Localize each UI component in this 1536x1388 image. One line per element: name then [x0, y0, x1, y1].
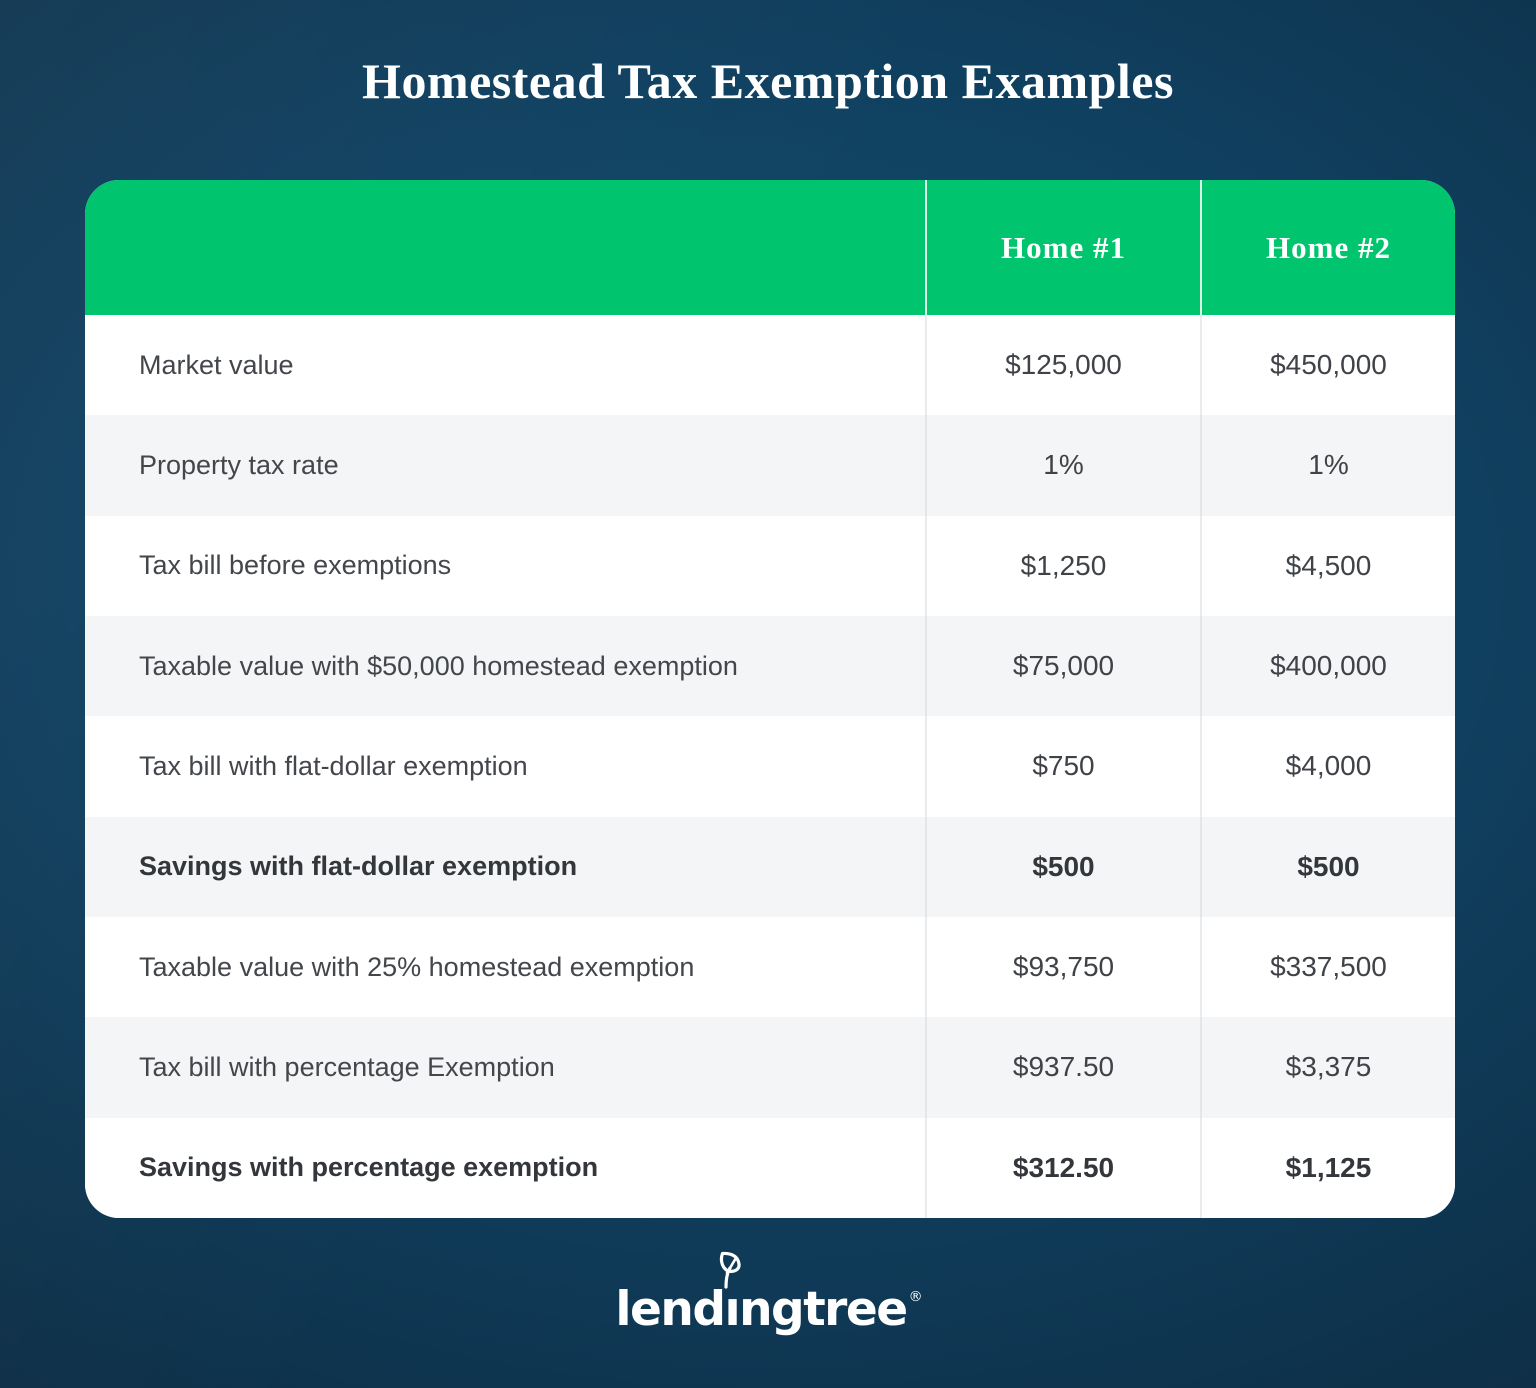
- table-row: [85, 716, 1455, 816]
- home1-value: $500: [925, 817, 1200, 917]
- home1-value: $125,000: [925, 315, 1200, 415]
- header-cell-empty: [85, 180, 925, 315]
- leaf-icon: [717, 1246, 751, 1284]
- logo-text-post: ngtree: [739, 1282, 907, 1337]
- home2-value: $337,500: [1200, 917, 1455, 1017]
- home1-value: $312.50: [925, 1118, 1200, 1218]
- home1-value: $75,000: [925, 616, 1200, 716]
- home1-value: $750: [925, 716, 1200, 816]
- logo-text-pre: lend: [615, 1282, 725, 1337]
- table-row: [85, 616, 1455, 716]
- table-header-row: [85, 180, 1455, 315]
- page-title: Homestead Tax Exemption Examples: [362, 53, 1174, 109]
- home2-value: $450,000: [1200, 315, 1455, 415]
- logo-letter-i: ı: [724, 1282, 739, 1337]
- home2-value: $4,000: [1200, 716, 1455, 816]
- row-label: Market value: [139, 349, 294, 380]
- home2-value: $1,125: [1200, 1118, 1455, 1218]
- home2-value: $3,375: [1200, 1017, 1455, 1117]
- table-row-savings-flat: [85, 817, 1455, 917]
- table-row: [85, 415, 1455, 515]
- tax-exemption-table: [85, 180, 1455, 1218]
- row-label: Tax bill with flat-dollar exemption: [139, 750, 528, 781]
- table-row: [85, 917, 1455, 1017]
- home2-value: 1%: [1200, 415, 1455, 515]
- table-row: [85, 1017, 1455, 1117]
- registered-mark: ®: [908, 1289, 923, 1305]
- home2-value: $500: [1200, 817, 1455, 917]
- table-row-savings-percentage: [85, 1118, 1455, 1218]
- header-cell-home2: Home #2: [1200, 180, 1455, 315]
- home1-value: $93,750: [925, 917, 1200, 1017]
- row-label: Taxable value with 25% homestead exemption: [139, 951, 695, 982]
- row-label: Tax bill with percentage Exemption: [139, 1051, 555, 1082]
- row-label: Property tax rate: [139, 449, 339, 480]
- row-label: Savings with flat-dollar exemption: [139, 851, 578, 882]
- lendingtree-logo: [0, 1282, 1536, 1337]
- home1-value: $1,250: [925, 516, 1200, 616]
- home2-value: $400,000: [1200, 616, 1455, 716]
- home2-value: $4,500: [1200, 516, 1455, 616]
- home1-value: 1%: [925, 415, 1200, 515]
- row-label: Taxable value with $50,000 homestead exemption: [139, 650, 738, 681]
- table-row: [85, 315, 1455, 415]
- home1-value: $937.50: [925, 1017, 1200, 1117]
- row-label: Tax bill before exemptions: [139, 550, 452, 581]
- header-cell-home1: Home #1: [925, 180, 1200, 315]
- table-body: [85, 315, 1455, 1218]
- row-label: Savings with percentage exemption: [139, 1152, 599, 1183]
- table-row: [85, 516, 1455, 616]
